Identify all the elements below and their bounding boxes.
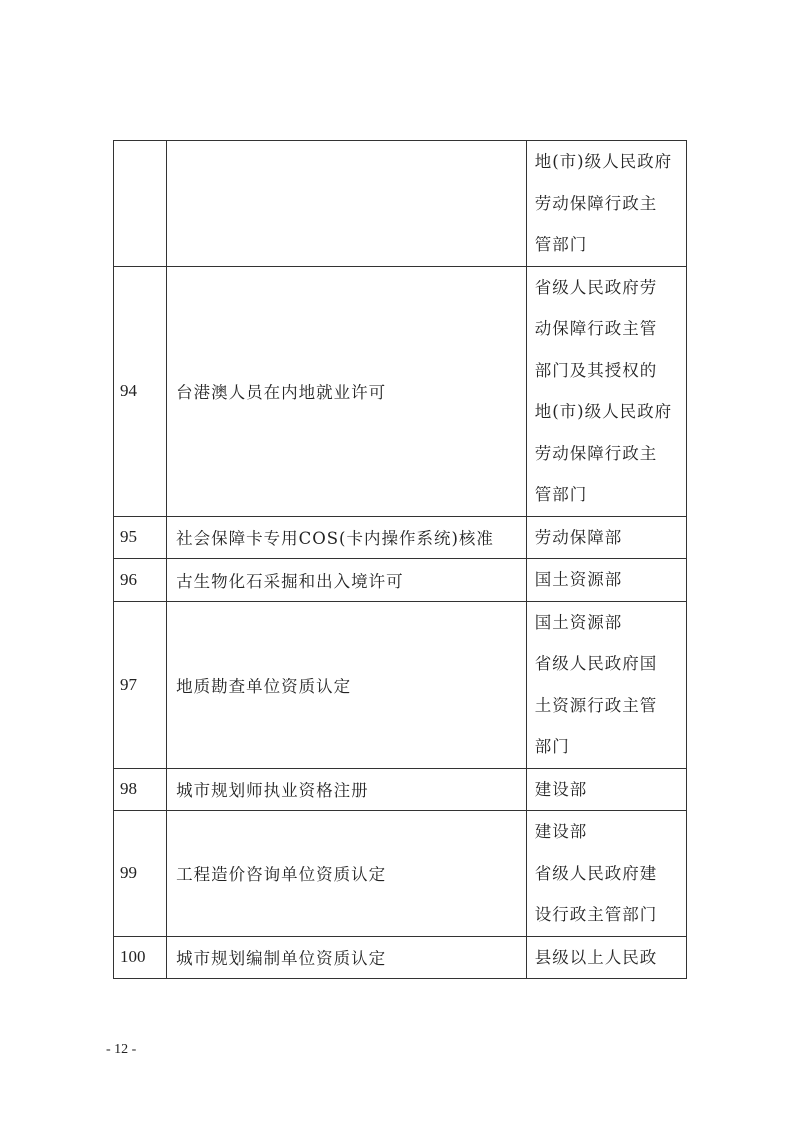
table-row [114, 266, 687, 516]
department-cell [526, 601, 686, 768]
department-cell [526, 516, 686, 559]
page-number: - 12 - [106, 1042, 137, 1057]
department-line: 劳动保障部 [534, 527, 623, 547]
item-name [167, 141, 527, 267]
department-line: 土资源行政主管 [534, 695, 658, 715]
row-number: 97 [114, 601, 167, 768]
row-number [114, 141, 167, 267]
item-name: 社会保障卡专用COS(卡内操作系统)核准 [167, 516, 527, 559]
table-row [114, 141, 687, 267]
row-number: 96 [114, 559, 167, 602]
department-line: 省级人民政府建 [534, 863, 658, 883]
department-cell [526, 768, 686, 811]
row-number: 99 [114, 811, 167, 937]
department-line: 部门及其授权的 [534, 360, 658, 380]
table-row [114, 516, 687, 559]
department-line: 设行政主管部门 [534, 905, 658, 924]
item-name: 地质勘查单位资质认定 [167, 601, 527, 768]
approval-items-table [113, 140, 687, 979]
department-line: 省级人民政府劳 [534, 277, 658, 297]
department-line: 管部门 [534, 235, 588, 254]
department-cell [526, 559, 686, 602]
department-line: 国土资源部 [534, 612, 623, 632]
table-row [114, 768, 687, 811]
department-cell [526, 141, 686, 267]
item-name: 工程造价咨询单位资质认定 [167, 811, 527, 937]
department-line: 部门 [534, 737, 570, 756]
row-number: 95 [114, 516, 167, 559]
row-number: 100 [114, 936, 167, 979]
item-name: 城市规划编制单位资质认定 [167, 936, 527, 979]
item-name: 城市规划师执业资格注册 [167, 768, 527, 811]
department-line: 动保障行政主管 [534, 319, 658, 338]
department-line: 省级人民政府国 [534, 654, 658, 673]
department-line: 建设部 [534, 779, 588, 799]
row-number: 98 [114, 768, 167, 811]
table-row [114, 559, 687, 602]
item-name: 台港澳人员在内地就业许可 [167, 266, 527, 516]
department-cell [526, 266, 686, 516]
table-row [114, 601, 687, 768]
table-row [114, 936, 687, 979]
department-line: 劳动保障行政主 [534, 443, 658, 463]
department-line: 劳动保障行政主 [534, 193, 658, 213]
department-line: 县级以上人民政 [534, 947, 658, 967]
item-name: 古生物化石采掘和出入境许可 [167, 559, 527, 602]
department-cell [526, 811, 686, 937]
table-row [114, 811, 687, 937]
department-line: 建设部 [534, 822, 588, 841]
department-cell [526, 936, 686, 979]
department-line: 国土资源部 [534, 570, 623, 589]
department-line: 管部门 [534, 485, 588, 504]
department-line: 地(市)级人民政府 [534, 152, 673, 171]
department-line: 地(市)级人民政府 [534, 402, 673, 421]
row-number: 94 [114, 266, 167, 516]
